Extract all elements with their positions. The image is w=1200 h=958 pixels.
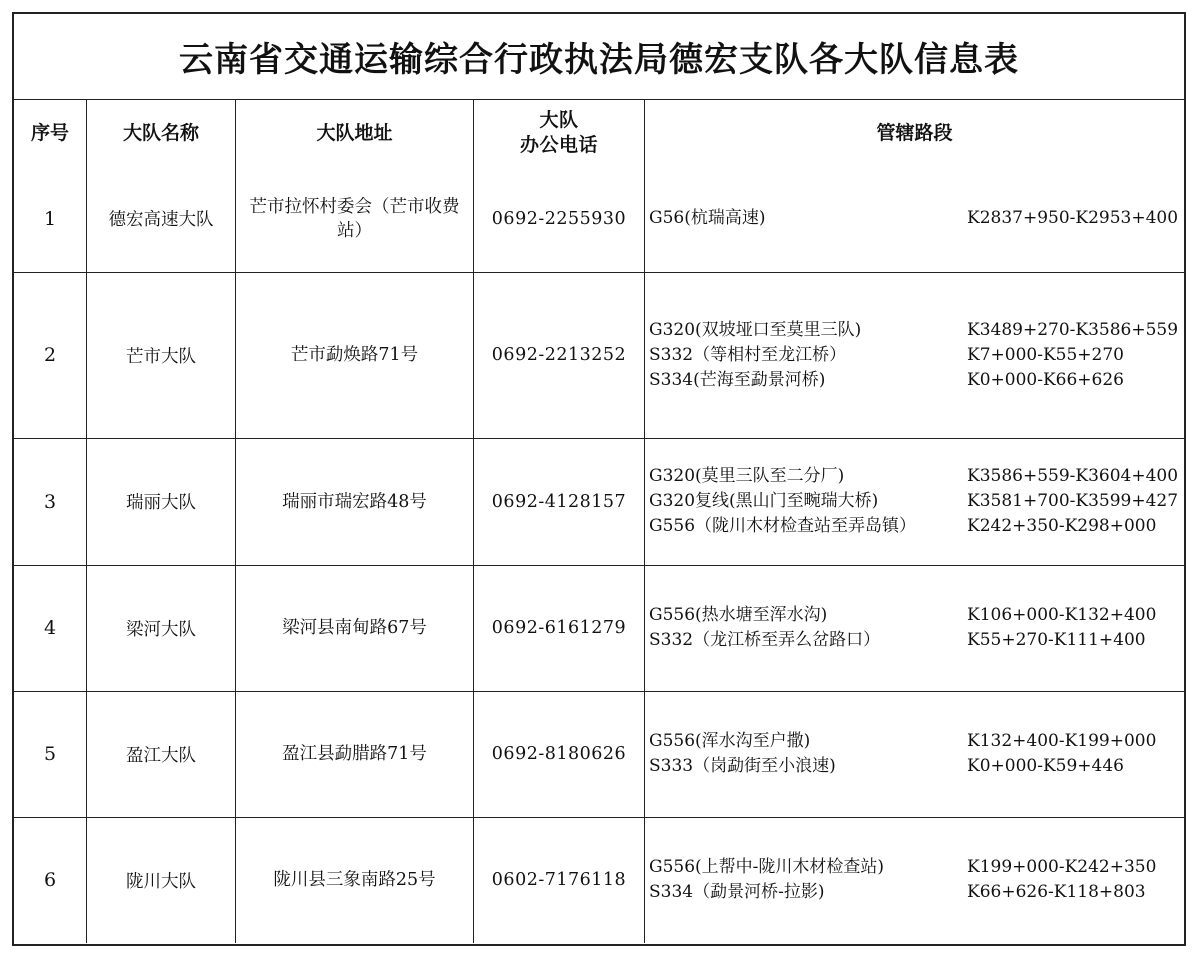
route-range: K3581+700-K3599+427 [967, 491, 1179, 511]
row-routes [645, 438, 1185, 565]
route-range: K106+000-K132+400 [967, 605, 1157, 625]
row-phone: 0692-6161279 [474, 565, 645, 691]
row-name: 梁河大队 [87, 565, 236, 691]
table-row [14, 438, 1184, 565]
header-phone-line2: 办公电话 [519, 134, 598, 156]
route-road: S334（勐景河桥-拉影) [649, 882, 825, 903]
row-address: 陇川县三象南路25号 [236, 817, 474, 943]
route-road: G320复线(黑山门至畹瑞大桥) [649, 491, 879, 511]
route-line [649, 206, 1184, 231]
route-line [649, 464, 1184, 489]
row-phone: 0692-2255930 [474, 166, 645, 272]
row-no: 2 [14, 272, 87, 438]
table-row [14, 166, 1184, 272]
row-no: 4 [14, 565, 87, 691]
route-range: K199+000-K242+350 [967, 857, 1157, 878]
table-row [14, 272, 1184, 438]
info-table-sheet [12, 12, 1186, 946]
table-row [14, 817, 1184, 943]
row-routes [645, 272, 1185, 438]
route-road: G556(浑水沟至户撒) [649, 731, 811, 751]
route-road: G320(莫里三队至二分厂) [649, 466, 845, 486]
row-name: 芒市大队 [87, 272, 236, 438]
row-no: 3 [14, 438, 87, 565]
route-range: K0+000-K59+446 [967, 756, 1124, 776]
route-range: K3586+559-K3604+400 [967, 466, 1179, 486]
route-line [649, 318, 1184, 343]
route-line [649, 489, 1184, 514]
row-address: 盈江县勐腊路71号 [236, 691, 474, 817]
row-routes [645, 565, 1185, 691]
route-road: G556(上帮中-陇川木材检查站) [649, 857, 885, 878]
route-road: S334(芒海至勐景河桥) [649, 369, 826, 390]
route-road: G320(双坡垭口至莫里三队) [649, 319, 862, 340]
route-road: G56(杭瑞高速) [649, 208, 766, 229]
row-phone: 0602-7176118 [474, 817, 645, 943]
header-address: 大队地址 [236, 100, 474, 166]
row-phone: 0692-8180626 [474, 691, 645, 817]
row-name: 陇川大队 [87, 817, 236, 943]
header-no: 序号 [14, 100, 87, 166]
row-phone: 0692-2213252 [474, 272, 645, 438]
route-line [649, 514, 1184, 539]
brigade-info-table [14, 100, 1184, 943]
table-row [14, 691, 1184, 817]
header-name: 大队名称 [87, 100, 236, 166]
row-no: 5 [14, 691, 87, 817]
row-phone: 0692-4128157 [474, 438, 645, 565]
route-road: G556（陇川木材检查站至弄岛镇） [649, 516, 917, 536]
route-range: K66+626-K118+803 [967, 882, 1146, 903]
header-routes: 管辖路段 [645, 100, 1185, 166]
row-routes [645, 691, 1185, 817]
route-range: K55+270-K111+400 [967, 630, 1146, 650]
row-routes [645, 817, 1185, 943]
route-road: G556(热水塘至浑水沟) [649, 605, 828, 625]
row-address: 梁河县南甸路67号 [236, 565, 474, 691]
route-line [649, 880, 1184, 905]
route-road: S332（龙江桥至弄么岔路口） [649, 630, 881, 650]
route-range: K132+400-K199+000 [967, 731, 1157, 751]
row-routes [645, 166, 1185, 272]
table-title: 云南省交通运输综合行政执法局德宏支队各大队信息表 [14, 14, 1184, 100]
route-road: S332（等相村至龙江桥） [649, 344, 847, 365]
header-row [14, 100, 1184, 166]
row-address: 芒市拉怀村委会（芒市收费站） [236, 166, 474, 272]
route-line [649, 754, 1184, 779]
header-phone [474, 100, 645, 166]
route-line [649, 343, 1184, 368]
header-phone-line1: 大队 [539, 109, 579, 131]
route-range: K7+000-K55+270 [967, 344, 1124, 365]
row-name: 瑞丽大队 [87, 438, 236, 565]
route-road: S333（岗勐街至小浪速) [649, 756, 836, 776]
row-name: 德宏高速大队 [87, 166, 236, 272]
row-no: 6 [14, 817, 87, 943]
row-address: 芒市勐焕路71号 [236, 272, 474, 438]
row-name: 盈江大队 [87, 691, 236, 817]
route-range: K242+350-K298+000 [967, 516, 1157, 536]
route-line [649, 603, 1184, 628]
table-row [14, 565, 1184, 691]
route-range: K0+000-K66+626 [967, 369, 1124, 390]
route-line [649, 729, 1184, 754]
row-address: 瑞丽市瑞宏路48号 [236, 438, 474, 565]
route-range: K3489+270-K3586+559 [967, 319, 1179, 340]
route-line [649, 628, 1184, 653]
route-range: K2837+950-K2953+400 [967, 208, 1179, 229]
row-no: 1 [14, 166, 87, 272]
route-line [649, 855, 1184, 880]
route-line [649, 368, 1184, 393]
